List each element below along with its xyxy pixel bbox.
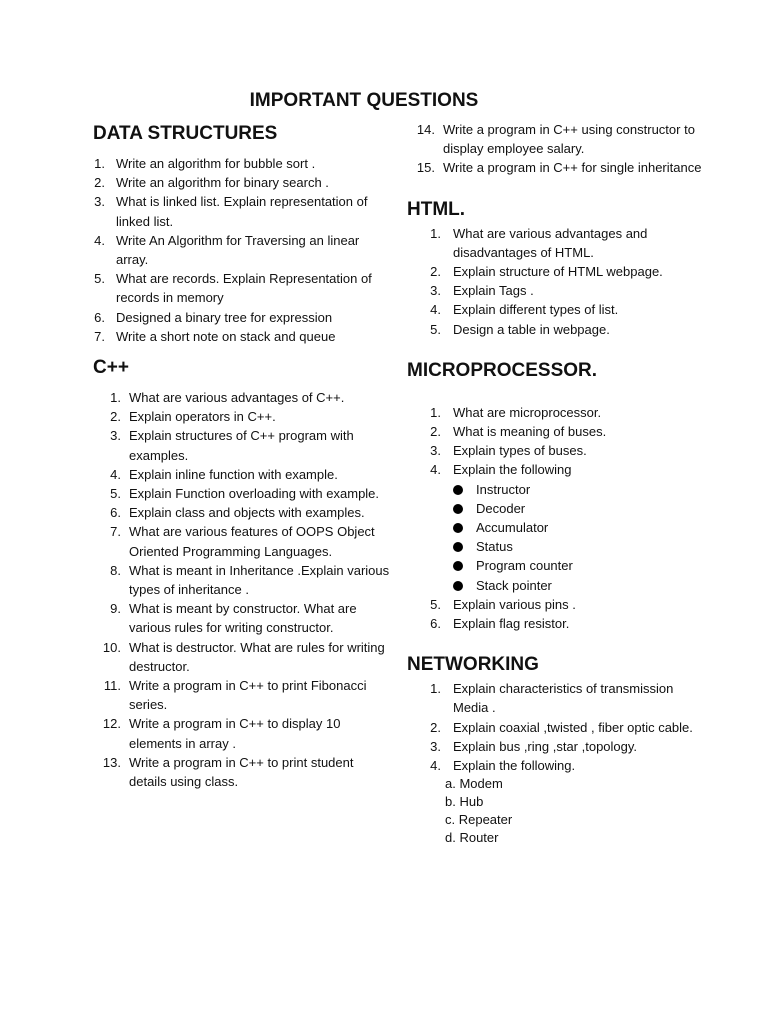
question-item bbox=[407, 441, 707, 460]
question-text: Explain operators in C++. bbox=[129, 409, 276, 425]
question-item bbox=[407, 460, 707, 479]
question-item bbox=[93, 327, 393, 346]
question-text: Explain structure of HTML webpage. bbox=[453, 264, 663, 280]
question-item bbox=[407, 281, 707, 300]
question-item bbox=[93, 714, 393, 752]
question-text: What is meant by constructor. What are various rules for writing constructor. bbox=[129, 601, 357, 636]
question-number: 1. bbox=[110, 390, 121, 406]
question-text: Write a program in C++ to print Fibonacci series. bbox=[129, 678, 367, 713]
question-item bbox=[93, 638, 393, 676]
bullet-dot-icon bbox=[453, 485, 463, 495]
cpp-list bbox=[93, 388, 393, 791]
question-item bbox=[407, 224, 707, 262]
question-text: Explain Function overloading with example. bbox=[129, 486, 380, 502]
question-item bbox=[407, 300, 707, 319]
data-structures-list bbox=[93, 154, 393, 346]
bullet-item bbox=[407, 480, 707, 499]
question-text: Explain characteristics of transmission Media . bbox=[453, 681, 674, 716]
heading-data-structures: DATA STRUCTURES bbox=[93, 123, 278, 144]
question-text: What is destructor. What are rules for writing destructor. bbox=[129, 639, 385, 674]
question-text: Write an algorithm for bubble sort . bbox=[116, 156, 316, 171]
heading-cpp: C++ bbox=[93, 357, 129, 379]
heading-html: HTML. bbox=[407, 198, 466, 220]
question-number: 4. bbox=[94, 232, 105, 248]
question-item bbox=[93, 522, 393, 560]
question-text: Explain types of buses. bbox=[453, 443, 587, 459]
question-number: 15. bbox=[416, 160, 435, 176]
question-number: 11. bbox=[103, 678, 121, 694]
bullet-dot-icon bbox=[453, 523, 463, 533]
question-item bbox=[93, 465, 393, 484]
bullet-item bbox=[407, 576, 707, 595]
html-list bbox=[407, 224, 707, 339]
bullet-text: Status bbox=[476, 539, 513, 555]
question-text: What are various advantages and disadvantages of HTML. bbox=[453, 225, 648, 260]
question-item bbox=[407, 262, 707, 281]
networking-list bbox=[407, 679, 707, 775]
sub-item: b. Hub bbox=[445, 794, 484, 810]
question-number: 5. bbox=[430, 596, 441, 612]
bullet-item bbox=[407, 518, 707, 537]
question-text: Write a program in C++ to display 10 elements in array . bbox=[129, 716, 341, 751]
question-number: 1. bbox=[430, 681, 441, 697]
question-item bbox=[407, 595, 707, 614]
question-number: 4. bbox=[430, 462, 441, 478]
question-text: Designed a binary tree for expression bbox=[116, 309, 333, 325]
question-number: 4. bbox=[110, 466, 121, 482]
question-item bbox=[93, 426, 393, 464]
question-number: 6. bbox=[430, 616, 441, 632]
question-item bbox=[93, 154, 393, 173]
question-item bbox=[93, 407, 393, 426]
question-number: 13. bbox=[102, 754, 121, 770]
question-number: 1. bbox=[430, 225, 441, 241]
question-item bbox=[407, 422, 707, 441]
question-text: What are various features of OOPS Object Oriented Programming Languages. bbox=[129, 524, 375, 559]
cpp-list-continued bbox=[407, 120, 707, 178]
question-text: Explain bus ,ring ,star ,topology. bbox=[453, 738, 638, 754]
question-item bbox=[407, 158, 707, 177]
question-item bbox=[93, 231, 393, 269]
question-item bbox=[93, 192, 393, 230]
heading-networking: NETWORKING bbox=[407, 654, 539, 676]
question-item bbox=[93, 308, 393, 327]
question-number: 3. bbox=[430, 738, 441, 754]
question-number: 7. bbox=[110, 524, 121, 540]
bullet-text: Instructor bbox=[476, 481, 531, 497]
question-item bbox=[93, 269, 393, 307]
sub-item: c. Repeater bbox=[445, 812, 513, 828]
bullet-text: Stack pointer bbox=[476, 577, 552, 593]
question-text: Explain coaxial ,twisted , fiber optic cable. bbox=[453, 719, 693, 735]
bullet-text: Decoder bbox=[476, 500, 526, 516]
question-text: Write a program in C++ to print student details using class. bbox=[129, 754, 354, 790]
question-text: Explain flag resistor. bbox=[453, 616, 570, 632]
bullet-dot-icon bbox=[453, 504, 463, 514]
question-text: What is linked list. Explain representation of linked list. bbox=[116, 194, 368, 229]
question-text: Design a table in webpage. bbox=[453, 321, 610, 337]
question-number: 3. bbox=[430, 443, 441, 459]
sub-item: a. Modem bbox=[445, 776, 503, 792]
question-number: 2. bbox=[430, 719, 441, 735]
question-text: Explain the following bbox=[453, 462, 572, 478]
sub-item: d. Router bbox=[445, 830, 499, 846]
question-number: 1. bbox=[430, 404, 441, 420]
microprocessor-bullets bbox=[407, 480, 707, 595]
networking-sub-items bbox=[407, 775, 707, 847]
question-item bbox=[407, 320, 707, 339]
question-item bbox=[93, 753, 393, 791]
heading-microprocessor: MICROPROCESSOR. bbox=[407, 359, 598, 381]
question-number: 5. bbox=[94, 271, 105, 287]
question-text: Write a short note on stack and queue bbox=[116, 328, 336, 344]
question-number: 5. bbox=[430, 321, 441, 337]
question-text: Explain Tags . bbox=[453, 283, 534, 299]
question-number: 3. bbox=[94, 194, 105, 210]
question-item bbox=[93, 173, 393, 192]
question-number: 1. bbox=[94, 156, 105, 171]
question-item bbox=[407, 737, 707, 756]
question-text: Explain structures of C++ program with examples. bbox=[129, 428, 354, 463]
question-text: Explain different types of list. bbox=[453, 302, 619, 318]
question-text: What is meaning of buses. bbox=[453, 424, 607, 440]
question-text: What are microprocessor. bbox=[453, 404, 602, 420]
question-text: Write an algorithm for binary search . bbox=[116, 175, 329, 191]
question-item bbox=[93, 676, 393, 714]
right-column bbox=[407, 120, 707, 847]
question-number: 4. bbox=[430, 302, 441, 318]
question-number: 2. bbox=[94, 175, 105, 191]
question-number: 6. bbox=[110, 505, 121, 521]
question-number: 2. bbox=[430, 264, 441, 280]
question-number: 4. bbox=[430, 758, 441, 774]
question-text: Write An Algorithm for Traversing an linear array. bbox=[116, 232, 360, 268]
question-number: 3. bbox=[110, 428, 121, 444]
question-item bbox=[407, 718, 707, 737]
page-title: IMPORTANT QUESTIONS bbox=[249, 90, 479, 111]
question-text: What is meant in Inheritance .Explain various types of inheritance . bbox=[129, 562, 390, 598]
bullet-text: Program counter bbox=[476, 558, 573, 574]
question-number: 12. bbox=[102, 716, 121, 732]
question-item bbox=[407, 614, 707, 633]
question-item bbox=[407, 120, 707, 158]
question-item bbox=[407, 403, 707, 422]
microprocessor-list-continued bbox=[407, 595, 707, 633]
bullet-dot-icon bbox=[453, 561, 463, 571]
microprocessor-list bbox=[407, 403, 707, 480]
question-text: Explain inline function with example. bbox=[129, 466, 338, 482]
question-item bbox=[93, 503, 393, 522]
bullet-item bbox=[407, 499, 707, 518]
bullet-item bbox=[407, 537, 707, 556]
question-number: 2. bbox=[430, 424, 441, 440]
bullet-text: Accumulator bbox=[476, 520, 549, 536]
question-text: Explain various pins . bbox=[453, 596, 576, 612]
question-item bbox=[93, 484, 393, 503]
question-number: 7. bbox=[94, 328, 105, 344]
bullet-item bbox=[407, 556, 707, 575]
question-number: 10. bbox=[102, 639, 121, 655]
question-number: 8. bbox=[110, 562, 121, 578]
question-text: What are records. Explain Representation of records in memory bbox=[116, 271, 372, 306]
question-number: 6. bbox=[94, 309, 105, 325]
bullet-dot-icon bbox=[453, 542, 463, 552]
question-text: Explain class and objects with examples. bbox=[129, 505, 365, 521]
question-number: 14. bbox=[416, 122, 435, 137]
question-item bbox=[93, 388, 393, 407]
question-text: Write a program in C++ for single inheritance bbox=[443, 160, 702, 176]
question-item bbox=[93, 599, 393, 637]
left-column bbox=[93, 120, 393, 791]
question-item bbox=[407, 679, 707, 717]
question-text: What are various advantages of C++. bbox=[129, 390, 345, 406]
bullet-dot-icon bbox=[453, 581, 463, 591]
question-number: 2. bbox=[110, 409, 121, 425]
question-number: 9. bbox=[110, 601, 121, 617]
question-item bbox=[93, 561, 393, 599]
question-number: 5. bbox=[110, 486, 121, 502]
question-number: 3. bbox=[430, 283, 441, 299]
question-text: Write a program in C++ using constructor to display employee salary. bbox=[443, 122, 695, 157]
question-text: Explain the following. bbox=[453, 758, 576, 774]
question-item bbox=[407, 756, 707, 775]
